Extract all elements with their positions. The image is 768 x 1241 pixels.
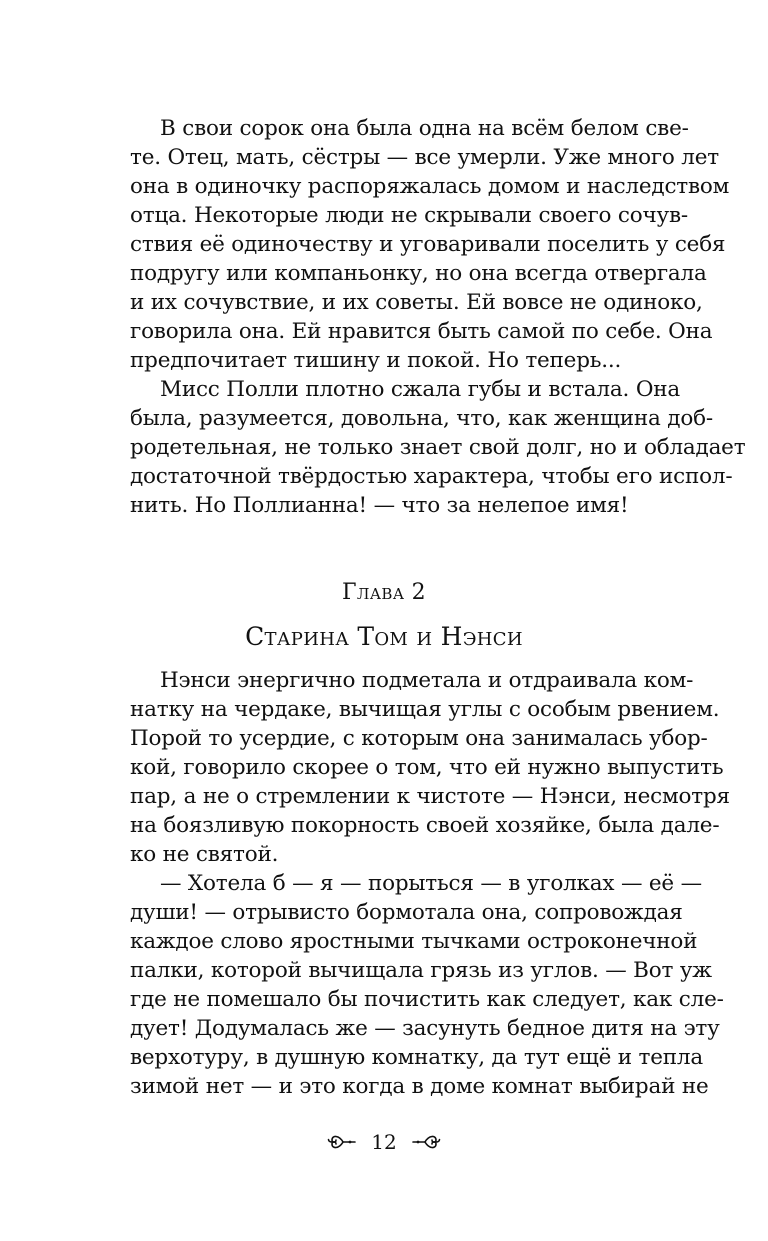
text-line: достаточной твёрдостью характера, чтобы его испол- [130,464,733,489]
text-line: подругу или компаньонку, но она всегда отвергала [130,261,707,286]
text-line: души! — отрывисто бормотала она, сопровождая [130,900,683,925]
text-line: говорила она. Ей нравится быть самой по себе. Она [130,319,713,344]
text-line: была, разумеется, довольна, что, как женщина доб- [130,406,713,431]
paragraph-block-2 [130,666,730,1101]
text-line: предпочитает тишину и покой. Но теперь... [130,348,622,373]
text-line: те. Отец, мать, сёстры — все умерли. Уже много лет [130,145,719,170]
chapter-title: Старина Том и Нэнси [245,622,523,651]
text-line: каждое слово яростными тычками остроконечной [130,929,698,954]
fleuron-right-icon [411,1132,441,1152]
text-line: зимой нет — и это когда в доме комнат выбирай не [130,1074,709,1099]
text-line: родетельная, не только знает свой долг, но и обладает [130,435,746,460]
text-line: Порой то усердие, с которым она занималась убор- [130,726,708,751]
fleuron-left-icon [327,1132,357,1152]
text-line: нить. Но Поллианна! — что за нелепое имя! [130,493,629,518]
text-line: ко не святой. [130,842,279,867]
text-line: верхотуру, в душную комнатку, да тут ещё и тепла [130,1045,703,1070]
text-line: — Хотела б — я — порыться — в уголках — её — [160,871,702,896]
text-line: ствия её одиночеству и уговаривали поселить у себя [130,232,726,257]
text-line: на боязливую покорность своей хозяйке, была дале- [130,813,720,838]
text-line: где не помешало бы почистить как следует, как сле- [130,987,724,1012]
text-line: дует! Додумалась же — засунуть бедное дитя на эту [130,1016,720,1041]
page-number: 12 [371,1130,397,1154]
text-line: отца. Некоторые люди не скрывали своего сочув- [130,203,688,228]
text-line: натку на чердаке, вычищая углы с особым рвением. [130,697,720,722]
text-line: кой, говорило скорее о том, что ей нужно выпустить [130,755,724,780]
page-footer [0,1126,768,1158]
text-line: пар, а не о стремлении к чистоте — Нэнси, несмотря [130,784,730,809]
text-line: В свои сорок она была одна на всём белом све- [160,116,689,141]
text-line: Нэнси энергично подметала и отдраивала ком- [160,668,694,693]
chapter-number: Глава 2 [342,580,426,605]
paragraph-block-1 [130,114,746,520]
text-line: и их сочувствие, и их советы. Ей вовсе не одиноко, [130,290,703,315]
text-line: она в одиночку распоряжалась домом и наследством [130,174,730,199]
text-line: палки, которой вычищала грязь из углов. — Вот уж [130,958,712,983]
text-line: Мисс Полли плотно сжала губы и встала. Она [160,377,680,402]
